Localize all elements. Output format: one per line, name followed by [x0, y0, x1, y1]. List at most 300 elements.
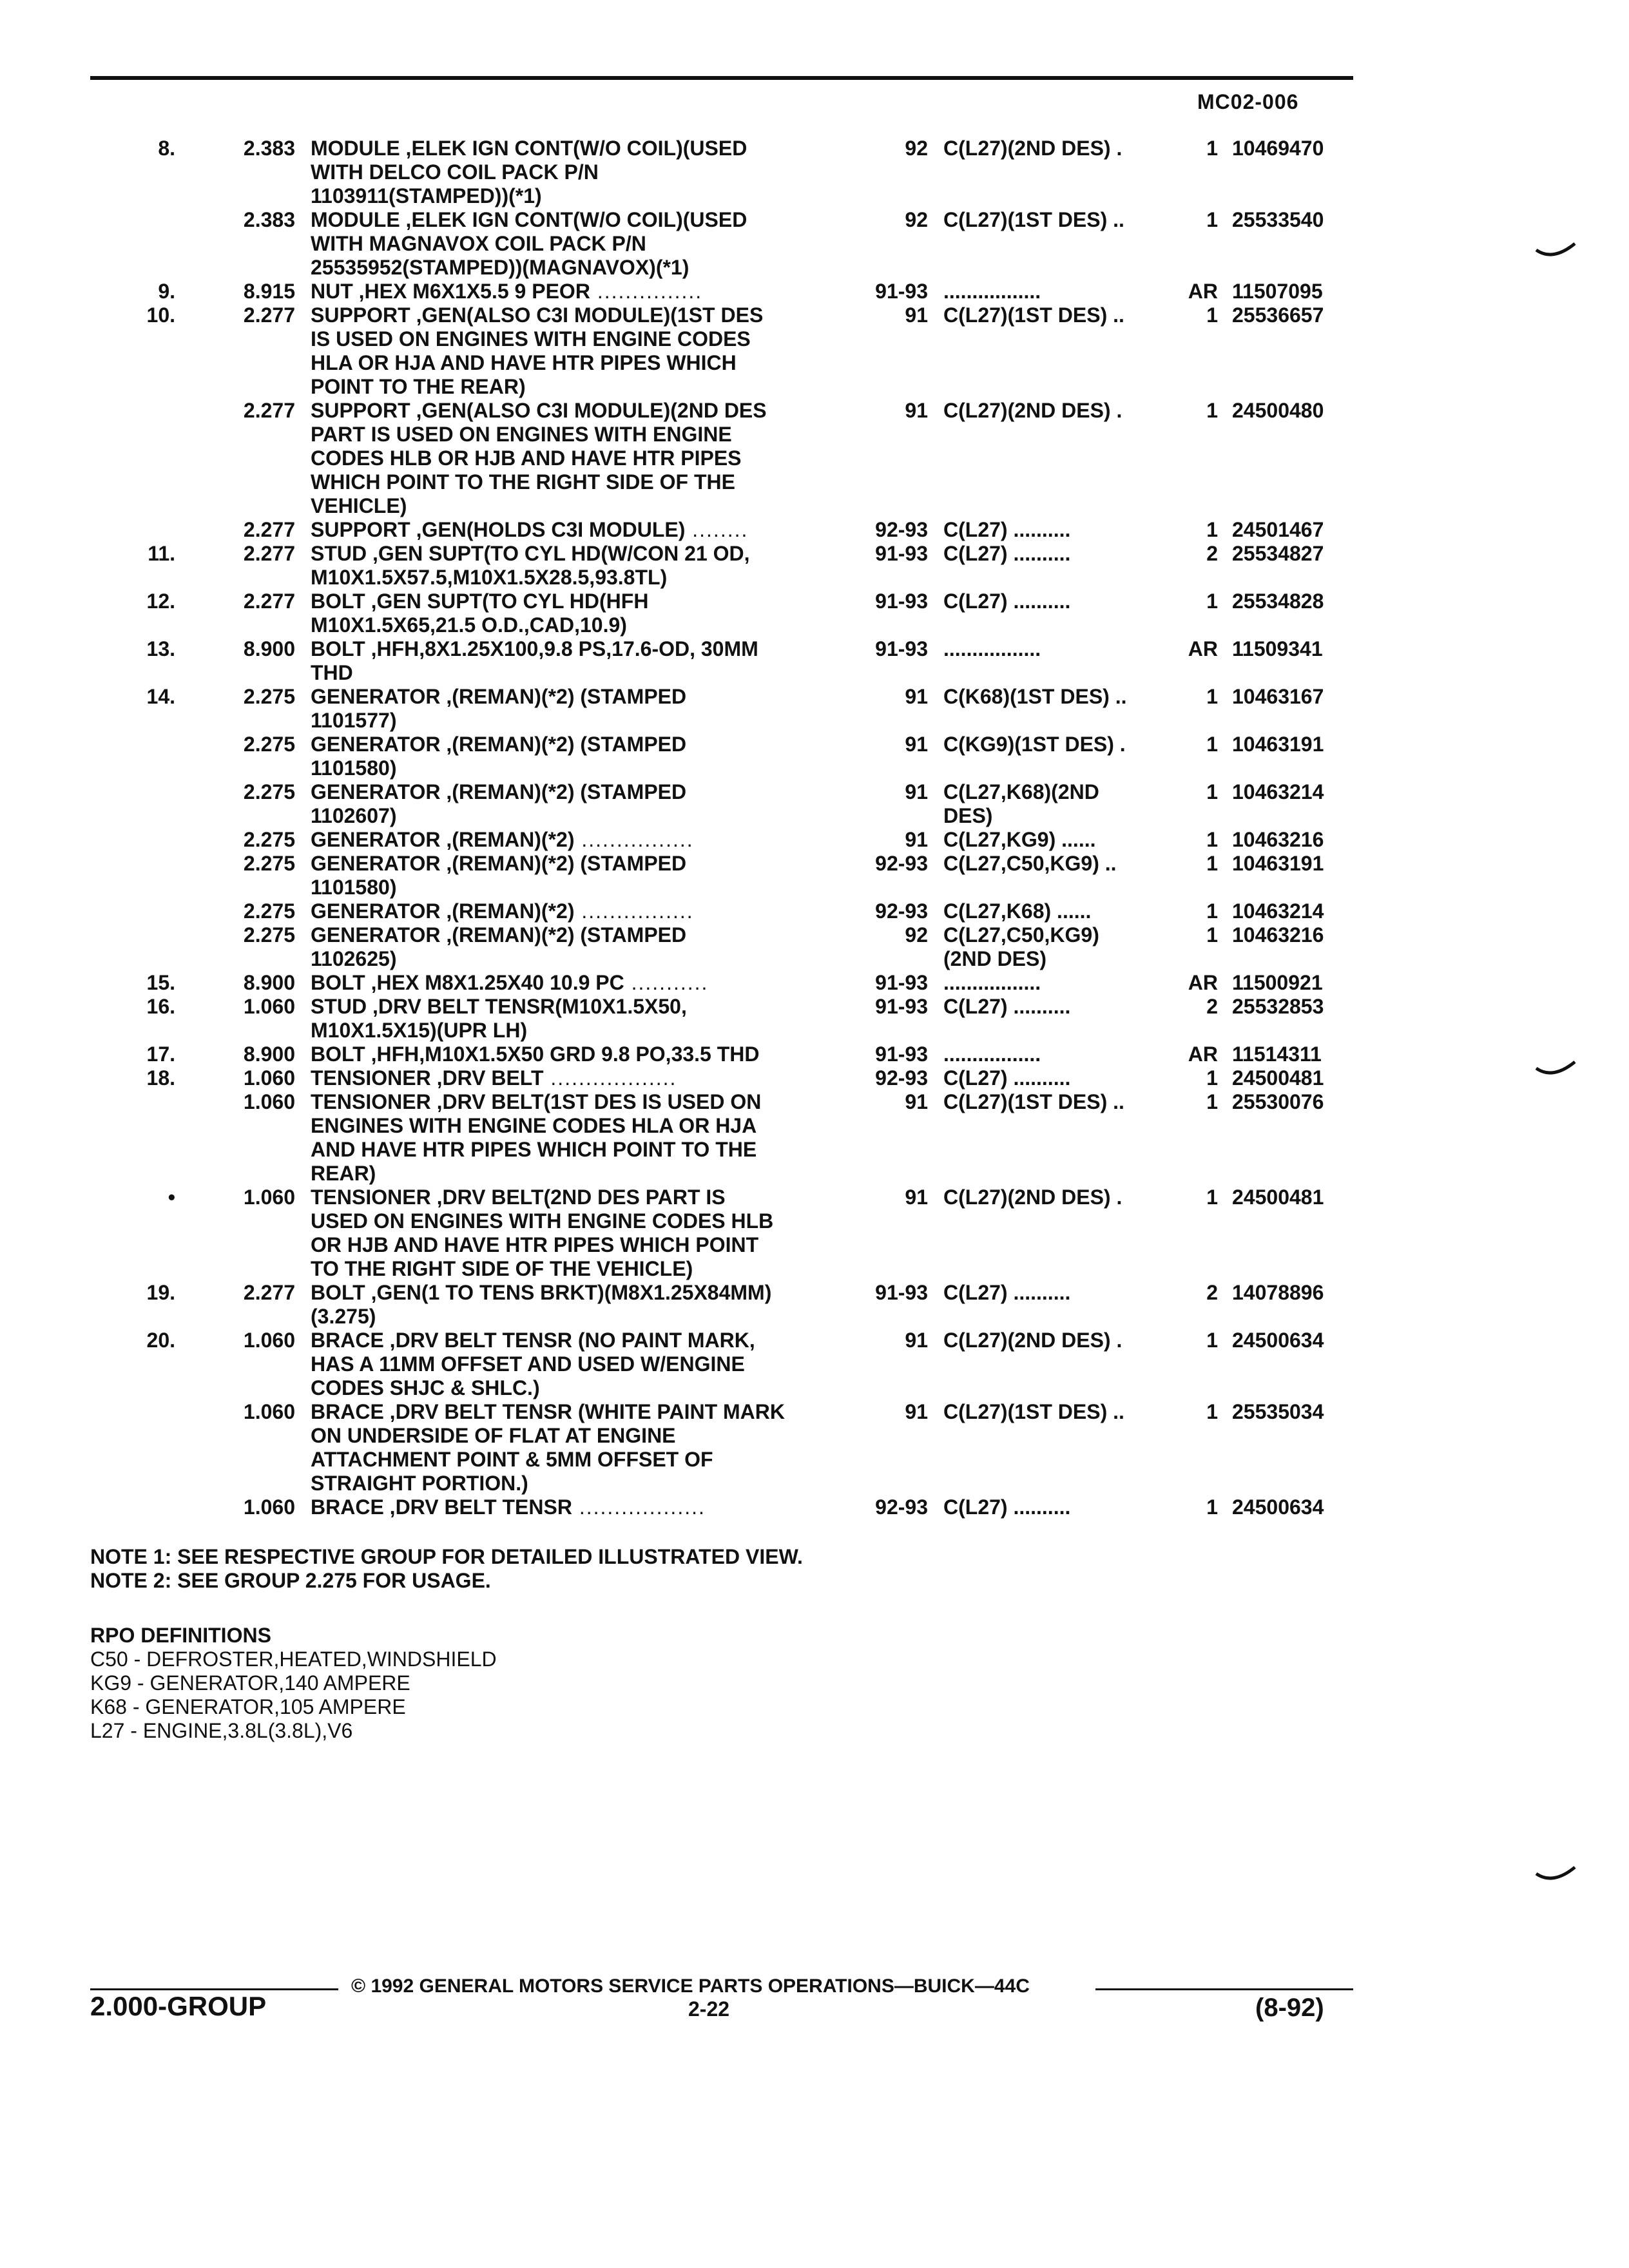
- part-detail: ,GEN(HOLDS C3I MODULE): [410, 518, 686, 541]
- part-name: BOLT: [311, 971, 365, 994]
- group-number: 1.060: [243, 1090, 295, 1113]
- model-usage: [943, 280, 1169, 303]
- model-line: .................: [943, 971, 1041, 994]
- part-name: GENERATOR: [311, 923, 441, 947]
- group-number: 8.900: [243, 971, 295, 994]
- quantity: AR: [1188, 280, 1218, 303]
- part-number: 24501467: [1232, 518, 1324, 541]
- quantity: 1: [1206, 899, 1218, 923]
- description-line: WITH MAGNAVOX COIL PACK P/N: [311, 232, 646, 255]
- quantity: 1: [1206, 828, 1218, 851]
- model-year: 91-93: [875, 971, 928, 994]
- check-mark-icon: [1534, 1862, 1579, 1888]
- rpo-item: C50 - DEFROSTER,HEATED,WINDSHIELD: [90, 1648, 497, 1671]
- model-year: 91: [905, 303, 928, 327]
- group-number: 1.060: [243, 1186, 295, 1209]
- table-row: [0, 637, 1629, 685]
- quantity: AR: [1188, 1043, 1218, 1066]
- description-line: [311, 280, 845, 303]
- model-line: C(K68)(1ST DES) ..: [943, 685, 1127, 708]
- description-line: ATTACHMENT POINT & 5MM OFFSET OF: [311, 1448, 713, 1471]
- model-usage: [943, 780, 1169, 828]
- part-description: [311, 995, 845, 1043]
- part-number: 24500481: [1232, 1066, 1324, 1090]
- figure-number: 20.: [146, 1329, 175, 1352]
- group-number: 2.383: [243, 137, 295, 160]
- footer-rule-right: [1095, 1988, 1353, 1990]
- figure-number: 13.: [146, 637, 175, 660]
- part-description: [311, 1043, 845, 1066]
- model-year: 91: [905, 1400, 928, 1423]
- part-name: BRACE: [311, 1495, 384, 1519]
- footer-copyright: © 1992 GENERAL MOTORS SERVICE PARTS OPERATIONS—BUICK—44C: [351, 1975, 1030, 1997]
- quantity: 1: [1206, 518, 1218, 541]
- figure-number: 14.: [146, 685, 175, 708]
- group-number: 1.060: [243, 1400, 295, 1423]
- table-row: [0, 1281, 1629, 1329]
- description-line: POINT TO THE REAR): [311, 375, 526, 398]
- model-line: (2ND DES): [943, 947, 1047, 970]
- model-usage: [943, 208, 1169, 232]
- description-line: [311, 1329, 845, 1352]
- table-row: [0, 733, 1629, 780]
- group-number: 8.915: [243, 280, 295, 303]
- description-line: M10X1.5X57.5,M10X1.5X28.5,93.8TL): [311, 566, 668, 589]
- model-line: C(L27)(2ND DES) .: [943, 1186, 1123, 1209]
- model-usage: [943, 995, 1169, 1019]
- quantity: 2: [1206, 1281, 1218, 1304]
- quantity: 1: [1206, 303, 1218, 327]
- part-name: BOLT: [311, 1281, 365, 1304]
- model-year: 91-93: [875, 1281, 928, 1304]
- figure-number: 19.: [146, 1281, 175, 1304]
- note-2: NOTE 2: SEE GROUP 2.275 FOR USAGE.: [90, 1569, 491, 1592]
- part-number: 25536657: [1232, 303, 1324, 327]
- part-name: MODULE: [311, 137, 400, 160]
- part-number: 24500481: [1232, 1186, 1324, 1209]
- figure-number: 8.: [158, 137, 175, 160]
- table-row: [0, 852, 1629, 899]
- part-name: BRACE: [311, 1400, 384, 1423]
- part-detail: ,(REMAN)(*2) (STAMPED: [440, 733, 687, 756]
- part-description: [311, 733, 845, 780]
- notes: [90, 1545, 803, 1593]
- part-number: 10469470: [1232, 137, 1324, 160]
- rpo-item: KG9 - GENERATOR,140 AMPERE: [90, 1671, 410, 1695]
- part-name: TENSIONER: [311, 1186, 431, 1209]
- model-year: 91: [905, 1090, 928, 1113]
- table-row: [0, 137, 1629, 208]
- description-line: [311, 590, 845, 613]
- dot-leader: ..................: [543, 1066, 677, 1090]
- part-name: BOLT: [311, 1043, 365, 1066]
- table-row: [0, 1186, 1629, 1281]
- part-number: 25534827: [1232, 542, 1324, 565]
- part-number: 25532853: [1232, 995, 1324, 1018]
- part-number: 25535034: [1232, 1400, 1324, 1423]
- part-detail: ,(REMAN)(*2) (STAMPED: [440, 780, 687, 803]
- group-number: 2.275: [243, 685, 295, 708]
- description-line: 25535952(STAMPED))(MAGNAVOX)(*1): [311, 256, 689, 279]
- description-line: [311, 1066, 845, 1090]
- model-line: C(L27) ..........: [943, 1495, 1071, 1519]
- group-number: 2.277: [243, 518, 295, 541]
- part-detail: ,ELEK IGN CONT(W/O COIL)(USED: [400, 208, 747, 231]
- part-number: 10463214: [1232, 899, 1324, 923]
- quantity: AR: [1188, 971, 1218, 994]
- model-usage: [943, 899, 1169, 923]
- part-name: TENSIONER: [311, 1090, 431, 1113]
- model-year: 92: [905, 137, 928, 160]
- model-line: .................: [943, 1043, 1041, 1066]
- quantity: 1: [1206, 1495, 1218, 1519]
- part-number: 14078896: [1232, 1281, 1324, 1304]
- footer-group: 2.000-GROUP: [90, 1991, 267, 2021]
- part-number: 25530076: [1232, 1090, 1324, 1113]
- model-line: C(L27)(2ND DES) .: [943, 399, 1123, 422]
- description-line: PART IS USED ON ENGINES WITH ENGINE: [311, 423, 732, 446]
- table-row: [0, 518, 1629, 542]
- model-line: DES): [943, 804, 993, 827]
- part-detail: ,GEN(1 TO TENS BRKT)(M8X1.25X84MM): [365, 1281, 772, 1304]
- description-line: [311, 399, 845, 423]
- table-row: [0, 1043, 1629, 1066]
- part-detail: ,(REMAN)(*2) (STAMPED: [440, 685, 687, 708]
- description-line: [311, 518, 845, 542]
- table-row: [0, 208, 1629, 280]
- part-name: SUPPORT: [311, 399, 410, 422]
- check-mark-icon: [1534, 1057, 1579, 1082]
- model-usage: [943, 971, 1169, 995]
- description-line: 1101577): [311, 709, 397, 732]
- part-description: [311, 1090, 845, 1186]
- quantity: 1: [1206, 923, 1218, 947]
- model-line: C(L27)(2ND DES) .: [943, 1329, 1123, 1352]
- description-line: CODES SHJC & SHLC.): [311, 1376, 540, 1399]
- rpo-title: RPO DEFINITIONS: [90, 1624, 271, 1647]
- quantity: 1: [1206, 685, 1218, 708]
- quantity: 1: [1206, 733, 1218, 756]
- table-row: [0, 971, 1629, 995]
- model-usage: [943, 399, 1169, 423]
- model-usage: [943, 637, 1169, 661]
- group-number: 2.275: [243, 828, 295, 851]
- dot-leader: ..................: [572, 1495, 706, 1519]
- part-detail: ,HEX M8X1.25X40 10.9 PC: [365, 971, 624, 994]
- part-number: 24500480: [1232, 399, 1324, 422]
- part-detail: ,DRV BELT(1ST DES IS USED ON: [430, 1090, 762, 1113]
- model-line: C(L27,C50,KG9) ..: [943, 852, 1117, 875]
- model-line: C(L27,C50,KG9): [943, 923, 1099, 947]
- model-year: 91-93: [875, 637, 928, 660]
- part-name: GENERATOR: [311, 852, 441, 875]
- part-detail: ,(REMAN)(*2) (STAMPED: [440, 923, 687, 947]
- part-description: [311, 1281, 845, 1329]
- figure-number: 11.: [148, 542, 175, 565]
- part-number: 24500634: [1232, 1495, 1324, 1519]
- part-description: [311, 1329, 845, 1400]
- description-line: [311, 1281, 845, 1305]
- model-line: C(KG9)(1ST DES) .: [943, 733, 1126, 756]
- part-detail: ,DRV BELT(2ND DES PART IS: [430, 1186, 726, 1209]
- part-detail: ,GEN SUPT(TO CYL HD(HFH: [365, 590, 649, 613]
- part-description: [311, 923, 845, 971]
- part-description: [311, 303, 845, 399]
- part-description: [311, 1400, 845, 1495]
- quantity: 1: [1206, 1329, 1218, 1352]
- part-detail: ,GEN(ALSO C3I MODULE)(1ST DES: [410, 303, 764, 327]
- group-number: 2.277: [243, 542, 295, 565]
- description-line: WHICH POINT TO THE RIGHT SIDE OF THE: [311, 470, 735, 494]
- model-year: 92-93: [875, 1066, 928, 1090]
- model-usage: [943, 303, 1169, 327]
- note-1: NOTE 1: SEE RESPECTIVE GROUP FOR DETAILED ILLUSTRATED VIEW.: [90, 1545, 803, 1568]
- part-description: [311, 399, 845, 518]
- part-number: 10463216: [1232, 923, 1324, 947]
- description-line: [311, 1186, 845, 1209]
- quantity: 1: [1206, 137, 1218, 160]
- description-line: IS USED ON ENGINES WITH ENGINE CODES: [311, 327, 751, 351]
- quantity: 1: [1206, 590, 1218, 613]
- model-year: 91: [905, 1329, 928, 1352]
- rpo-item: L27 - ENGINE,3.8L(3.8L),V6: [90, 1719, 353, 1742]
- model-usage: [943, 1090, 1169, 1114]
- description-line: [311, 780, 845, 804]
- part-name: STUD: [311, 995, 367, 1018]
- description-line: 1102607): [311, 804, 397, 827]
- description-line: THD: [311, 661, 353, 684]
- table-row: [0, 1090, 1629, 1186]
- group-number: 2.275: [243, 923, 295, 947]
- model-usage: [943, 1495, 1169, 1519]
- description-line: TO THE RIGHT SIDE OF THE VEHICLE): [311, 1257, 693, 1280]
- part-detail: ,(REMAN)(*2) (STAMPED: [440, 852, 687, 875]
- model-line: C(L27)(1ST DES) ..: [943, 208, 1124, 231]
- part-description: [311, 971, 845, 995]
- part-number: 24500634: [1232, 1329, 1324, 1352]
- part-name: SUPPORT: [311, 303, 410, 327]
- description-line: HAS A 11MM OFFSET AND USED W/ENGINE: [311, 1352, 745, 1376]
- part-number: 10463216: [1232, 828, 1324, 851]
- quantity: 2: [1206, 995, 1218, 1018]
- doc-code: MC02-006: [1197, 90, 1299, 113]
- group-number: 2.277: [243, 399, 295, 422]
- part-name: GENERATOR: [311, 828, 441, 851]
- part-number: 10463191: [1232, 852, 1324, 875]
- model-year: 92: [905, 208, 928, 231]
- description-line: [311, 637, 845, 661]
- model-usage: [943, 1066, 1169, 1090]
- model-line: C(L27)(2ND DES) .: [943, 137, 1123, 160]
- description-line: VEHICLE): [311, 494, 407, 517]
- group-number: 2.277: [243, 590, 295, 613]
- figure-number: 12.: [146, 590, 175, 613]
- description-line: OR HJB AND HAVE HTR PIPES WHICH POINT: [311, 1233, 759, 1256]
- description-line: 1102625): [311, 947, 397, 970]
- model-year: 92: [905, 923, 928, 947]
- part-detail: ,HFH,8X1.25X100,9.8 PS,17.6-OD, 30MM: [365, 637, 758, 660]
- part-name: GENERATOR: [311, 685, 441, 708]
- dot-leader: ...........: [624, 971, 709, 994]
- group-number: 2.275: [243, 899, 295, 923]
- part-name: BRACE: [311, 1329, 384, 1352]
- dot-leader: ...............: [590, 280, 703, 303]
- part-description: [311, 542, 845, 590]
- description-line: [311, 137, 845, 160]
- table-row: [0, 1329, 1629, 1400]
- part-description: [311, 137, 845, 208]
- dot-leader: ........: [685, 518, 749, 541]
- rpo-definitions: [90, 1624, 497, 1743]
- part-detail: ,DRV BELT TENSR(M10X1.5X50,: [367, 995, 687, 1018]
- group-number: 1.060: [243, 1495, 295, 1519]
- model-line: .................: [943, 637, 1041, 660]
- description-line: [311, 923, 845, 947]
- part-description: [311, 685, 845, 733]
- table-row: [0, 1400, 1629, 1495]
- part-number: 11509341: [1232, 637, 1323, 660]
- model-usage: [943, 1281, 1169, 1305]
- part-detail: ,ELEK IGN CONT(W/O COIL)(USED: [400, 137, 747, 160]
- part-name: TENSIONER: [311, 1066, 431, 1090]
- part-name: NUT: [311, 280, 353, 303]
- description-line: M10X1.5X65,21.5 O.D.,CAD,10.9): [311, 613, 627, 637]
- model-usage: [943, 852, 1169, 876]
- group-number: 8.900: [243, 637, 295, 660]
- part-description: [311, 518, 845, 542]
- description-line: [311, 828, 845, 852]
- table-row: [0, 685, 1629, 733]
- group-number: 2.275: [243, 733, 295, 756]
- part-name: BOLT: [311, 590, 365, 613]
- footer-rule-left: [90, 1988, 338, 1990]
- model-line: C(L27)(1ST DES) ..: [943, 303, 1124, 327]
- table-row: [0, 1495, 1629, 1519]
- model-usage: [943, 518, 1169, 542]
- description-line: [311, 995, 845, 1019]
- description-line: ON UNDERSIDE OF FLAT AT ENGINE: [311, 1424, 676, 1447]
- model-line: C(L27,K68)(2ND: [943, 780, 1099, 803]
- part-description: [311, 1186, 845, 1281]
- part-number: 10463214: [1232, 780, 1324, 803]
- model-year: 91-93: [875, 542, 928, 565]
- description-line: M10X1.5X15)(UPR LH): [311, 1019, 528, 1042]
- description-line: [311, 1043, 845, 1066]
- model-usage: [943, 542, 1169, 566]
- model-year: 91-93: [875, 1043, 928, 1066]
- part-detail: ,HEX M6X1X5.5 9 PEOR: [352, 280, 590, 303]
- description-line: AND HAVE HTR PIPES WHICH POINT TO THE: [311, 1138, 757, 1161]
- figure-number: 10.: [146, 303, 175, 327]
- part-name: MODULE: [311, 208, 400, 231]
- model-year: 92-93: [875, 1495, 928, 1519]
- figure-number: 17.: [146, 1043, 175, 1066]
- description-line: [311, 542, 845, 566]
- description-line: [311, 208, 845, 232]
- model-year: 91: [905, 733, 928, 756]
- group-number: 2.277: [243, 303, 295, 327]
- description-line: 1103911(STAMPED))(*1): [311, 184, 542, 207]
- quantity: 1: [1206, 399, 1218, 422]
- group-number: 1.060: [243, 1329, 295, 1352]
- model-line: C(L27) ..........: [943, 518, 1071, 541]
- table-row: [0, 590, 1629, 637]
- figure-number: •: [168, 1186, 175, 1209]
- part-description: [311, 637, 845, 685]
- table-row: [0, 899, 1629, 923]
- model-line: C(L27,KG9) ......: [943, 828, 1096, 851]
- top-rule: [90, 76, 1353, 80]
- table-row: [0, 280, 1629, 303]
- part-name: GENERATOR: [311, 733, 441, 756]
- model-usage: [943, 685, 1169, 709]
- footer-page-number: 2-22: [688, 1997, 730, 2021]
- part-detail: ,DRV BELT TENSR: [383, 1495, 572, 1519]
- model-year: 91: [905, 828, 928, 851]
- part-name: GENERATOR: [311, 899, 441, 923]
- part-number: 11507095: [1232, 280, 1323, 303]
- group-number: 2.383: [243, 208, 295, 231]
- model-line: C(L27) ..........: [943, 542, 1071, 565]
- model-usage: [943, 733, 1169, 756]
- description-line: [311, 899, 845, 923]
- description-line: [311, 971, 845, 995]
- quantity: 1: [1206, 208, 1218, 231]
- model-usage: [943, 590, 1169, 613]
- quantity: 1: [1206, 1066, 1218, 1090]
- part-number: 11514311: [1232, 1043, 1322, 1066]
- part-name: GENERATOR: [311, 780, 441, 803]
- description-line: [311, 1495, 845, 1519]
- model-year: 92-93: [875, 518, 928, 541]
- figure-number: 15.: [146, 971, 175, 994]
- description-line: [311, 1400, 845, 1424]
- group-number: 2.275: [243, 780, 295, 803]
- model-year: 91: [905, 780, 928, 803]
- model-year: 92-93: [875, 852, 928, 875]
- part-description: [311, 852, 845, 899]
- model-usage: [943, 1043, 1169, 1066]
- model-year: 91-93: [875, 280, 928, 303]
- part-description: [311, 280, 845, 303]
- description-line: [311, 1090, 845, 1114]
- part-detail: ,(REMAN)(*2): [440, 828, 575, 851]
- description-line: [311, 685, 845, 709]
- description-line: 1101580): [311, 876, 397, 899]
- rpo-item: K68 - GENERATOR,105 AMPERE: [90, 1695, 406, 1718]
- table-row: [0, 780, 1629, 828]
- part-description: [311, 828, 845, 852]
- description-line: [311, 303, 845, 327]
- part-description: [311, 590, 845, 637]
- group-number: 2.275: [243, 852, 295, 875]
- model-line: .................: [943, 280, 1041, 303]
- description-line: (3.275): [311, 1305, 376, 1328]
- part-detail: ,DRV BELT: [430, 1066, 544, 1090]
- description-line: [311, 852, 845, 876]
- table-row: [0, 923, 1629, 971]
- quantity: 1: [1206, 1186, 1218, 1209]
- footer-date: (8-92): [1255, 1994, 1324, 2022]
- part-number: 25534828: [1232, 590, 1324, 613]
- group-number: 1.060: [243, 995, 295, 1018]
- model-line: C(L27)(1ST DES) ..: [943, 1090, 1124, 1113]
- description-line: HLA OR HJA AND HAVE HTR PIPES WHICH: [311, 351, 737, 374]
- part-description: [311, 1066, 845, 1090]
- table-row: [0, 303, 1629, 399]
- model-usage: [943, 923, 1169, 971]
- group-number: 8.900: [243, 1043, 295, 1066]
